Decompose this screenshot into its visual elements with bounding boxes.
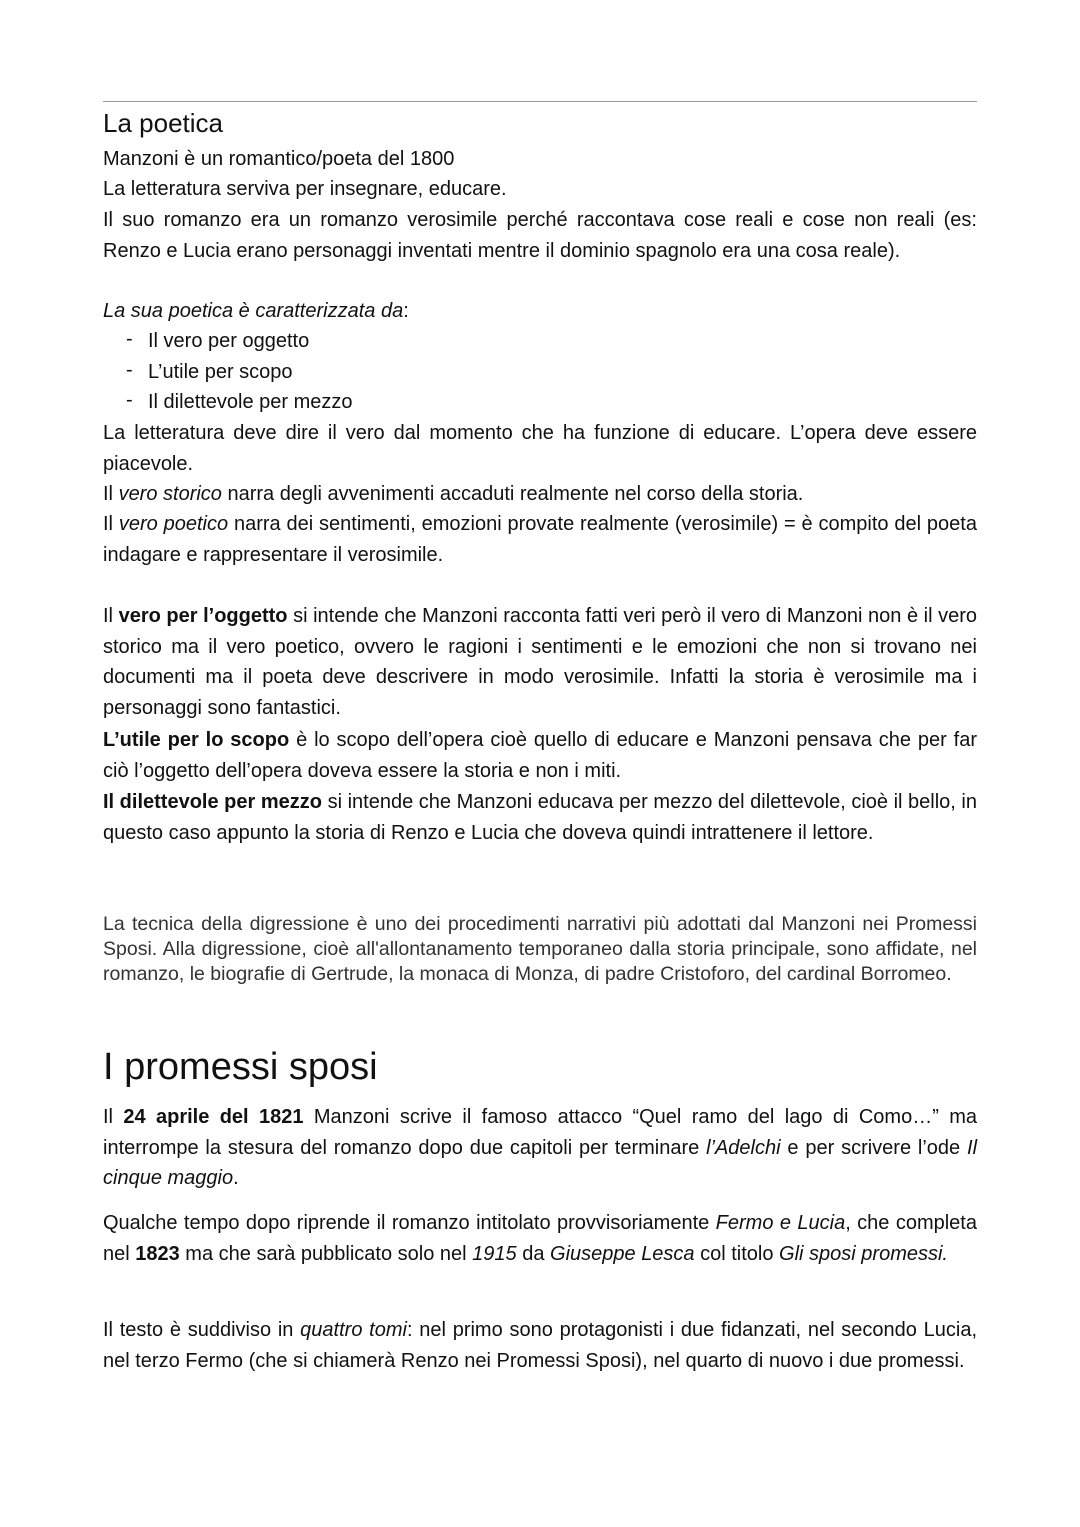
scopo-paragraph [103,725,977,786]
year-bold: 1823 [135,1242,180,1265]
mezzo-paragraph [103,787,977,848]
section-title: La poetica [103,108,223,138]
text-run: Il testo è suddiviso in [103,1319,301,1341]
vero-storico-paragraph [103,479,977,510]
text-run: narra dei sentimenti, emozioni provate realmente (verosimile) = è compito del poeta indagare e rappresentare il verosimile. [103,513,977,566]
text-run: è lo scopo dell’opera cioè quello di educare e Manzoni pensava che per far ciò l’oggetto dell’opera doveva essere la storia e non i miti. [103,729,977,782]
letteratura-paragraph: La letteratura deve dire il vero dal momento che ha funzione di educare. L’opera deve essere piacevole. [103,422,977,475]
oggetto-term: vero per l’oggetto [118,605,288,627]
text-run: , che completa nel [103,1212,977,1265]
list-intro [103,296,977,327]
intro-line-2: La letteratura serviva per insegnare, educare. [103,178,507,200]
text-run: Il [103,513,119,535]
adelchi-title: l’Adelchi [706,1136,781,1159]
vero-storico-term: vero storico [118,483,222,505]
tomi-term: quattro tomi [300,1319,407,1341]
chapter-paragraph-2 [103,1208,977,1269]
date-bold: 24 aprile del 1821 [123,1106,304,1128]
list-intro-text: La sua poetica è caratterizzata da [103,300,404,322]
pub-year: 1915 [472,1242,517,1265]
text-run: ma che sarà pubblicato solo nel [179,1242,473,1265]
editor-name: Giuseppe Lesca [550,1242,695,1265]
vero-poetico-paragraph [103,509,977,570]
list-item: - L’utile per scopo [103,357,977,388]
text-run: col titolo [694,1242,780,1265]
text-run: : nel primo sono protagonisti i due fidanzati, nel secondo Lucia, nel terzo Fermo (che si chiamerà Renzo nei Promessi Sposi), nel quarto di nuovo i due promessi. [103,1319,977,1372]
fermo-title: Fermo e Lucia [715,1212,846,1234]
vero-poetico-term: vero poetico [118,513,229,535]
chapter-title: I promessi sposi [103,1046,378,1088]
list-intro-colon: : [403,300,409,322]
chapter-paragraph-1 [103,1102,977,1194]
verosimile-paragraph: Il suo romanzo era un romanzo verosimile perché raccontava cose reali e cose non reali (es: Renzo e Lucia erano personaggi inventati mentre il dominio spagnolo era una cosa reale). [103,209,977,262]
top-divider [103,101,977,102]
list-item: - Il dilettevole per mezzo [103,387,977,418]
text-run: narra degli avvenimenti accaduti realmente nel corso della storia. [221,483,804,505]
published-title: Gli sposi promessi. [779,1242,948,1265]
ode-title: Il cinque maggio [103,1136,978,1190]
text-run: e per scrivere l’ode [780,1136,968,1159]
text-run: Il [103,605,119,627]
intro-line-1: Manzoni è un romantico/poeta del 1800 [103,148,455,170]
scopo-term: L’utile per lo scopo [103,729,290,751]
text-run: Il [103,483,119,505]
text-run: da [516,1242,551,1265]
text-run: . [233,1167,239,1190]
digressione-paragraph: La tecnica della digressione è uno dei procedimenti narrativi più adottati dal Manzoni nei Promessi Sposi. Alla digressione, cioè all'allontanamento temporaneo dalla storia principale, sono affidate, nel romanzo, le biografie di Gertrude, la monaca di Monza, di padre Cristoforo, del cardinal Borromeo. [103,913,977,986]
poetica-list [103,326,977,418]
text-run: si intende che Manzoni educava per mezzo del dilettevole, cioè il bello, in questo caso appunto la storia di Renzo e Lucia che doveva quindi intrattenere il lettore. [103,791,978,844]
mezzo-term: Il dilettevole per mezzo [103,791,322,813]
text-run: Qualche tempo dopo riprende il romanzo intitolato provvisoriamente [103,1212,716,1234]
text-run: Il [103,1106,124,1128]
text-run: si intende che Manzoni racconta fatti veri però il vero di Manzoni non è il vero storico ma il vero poetico, ovvero le ragioni i sentimenti e le emozioni che non si trovano nei documenti ma il poeta deve descrivere in modo verosimile. Infatti la storia è verosimile ma i personaggi sono fantastici. [103,605,978,719]
chapter-paragraph-3 [103,1315,977,1376]
text-run: Manzoni scrive il famoso attacco “Quel ramo del lago di Como…” ma interrompe la stesura del romanzo dopo due capitoli per terminare [103,1106,978,1159]
oggetto-paragraph [103,601,977,723]
list-item: - Il vero per oggetto [103,326,977,357]
